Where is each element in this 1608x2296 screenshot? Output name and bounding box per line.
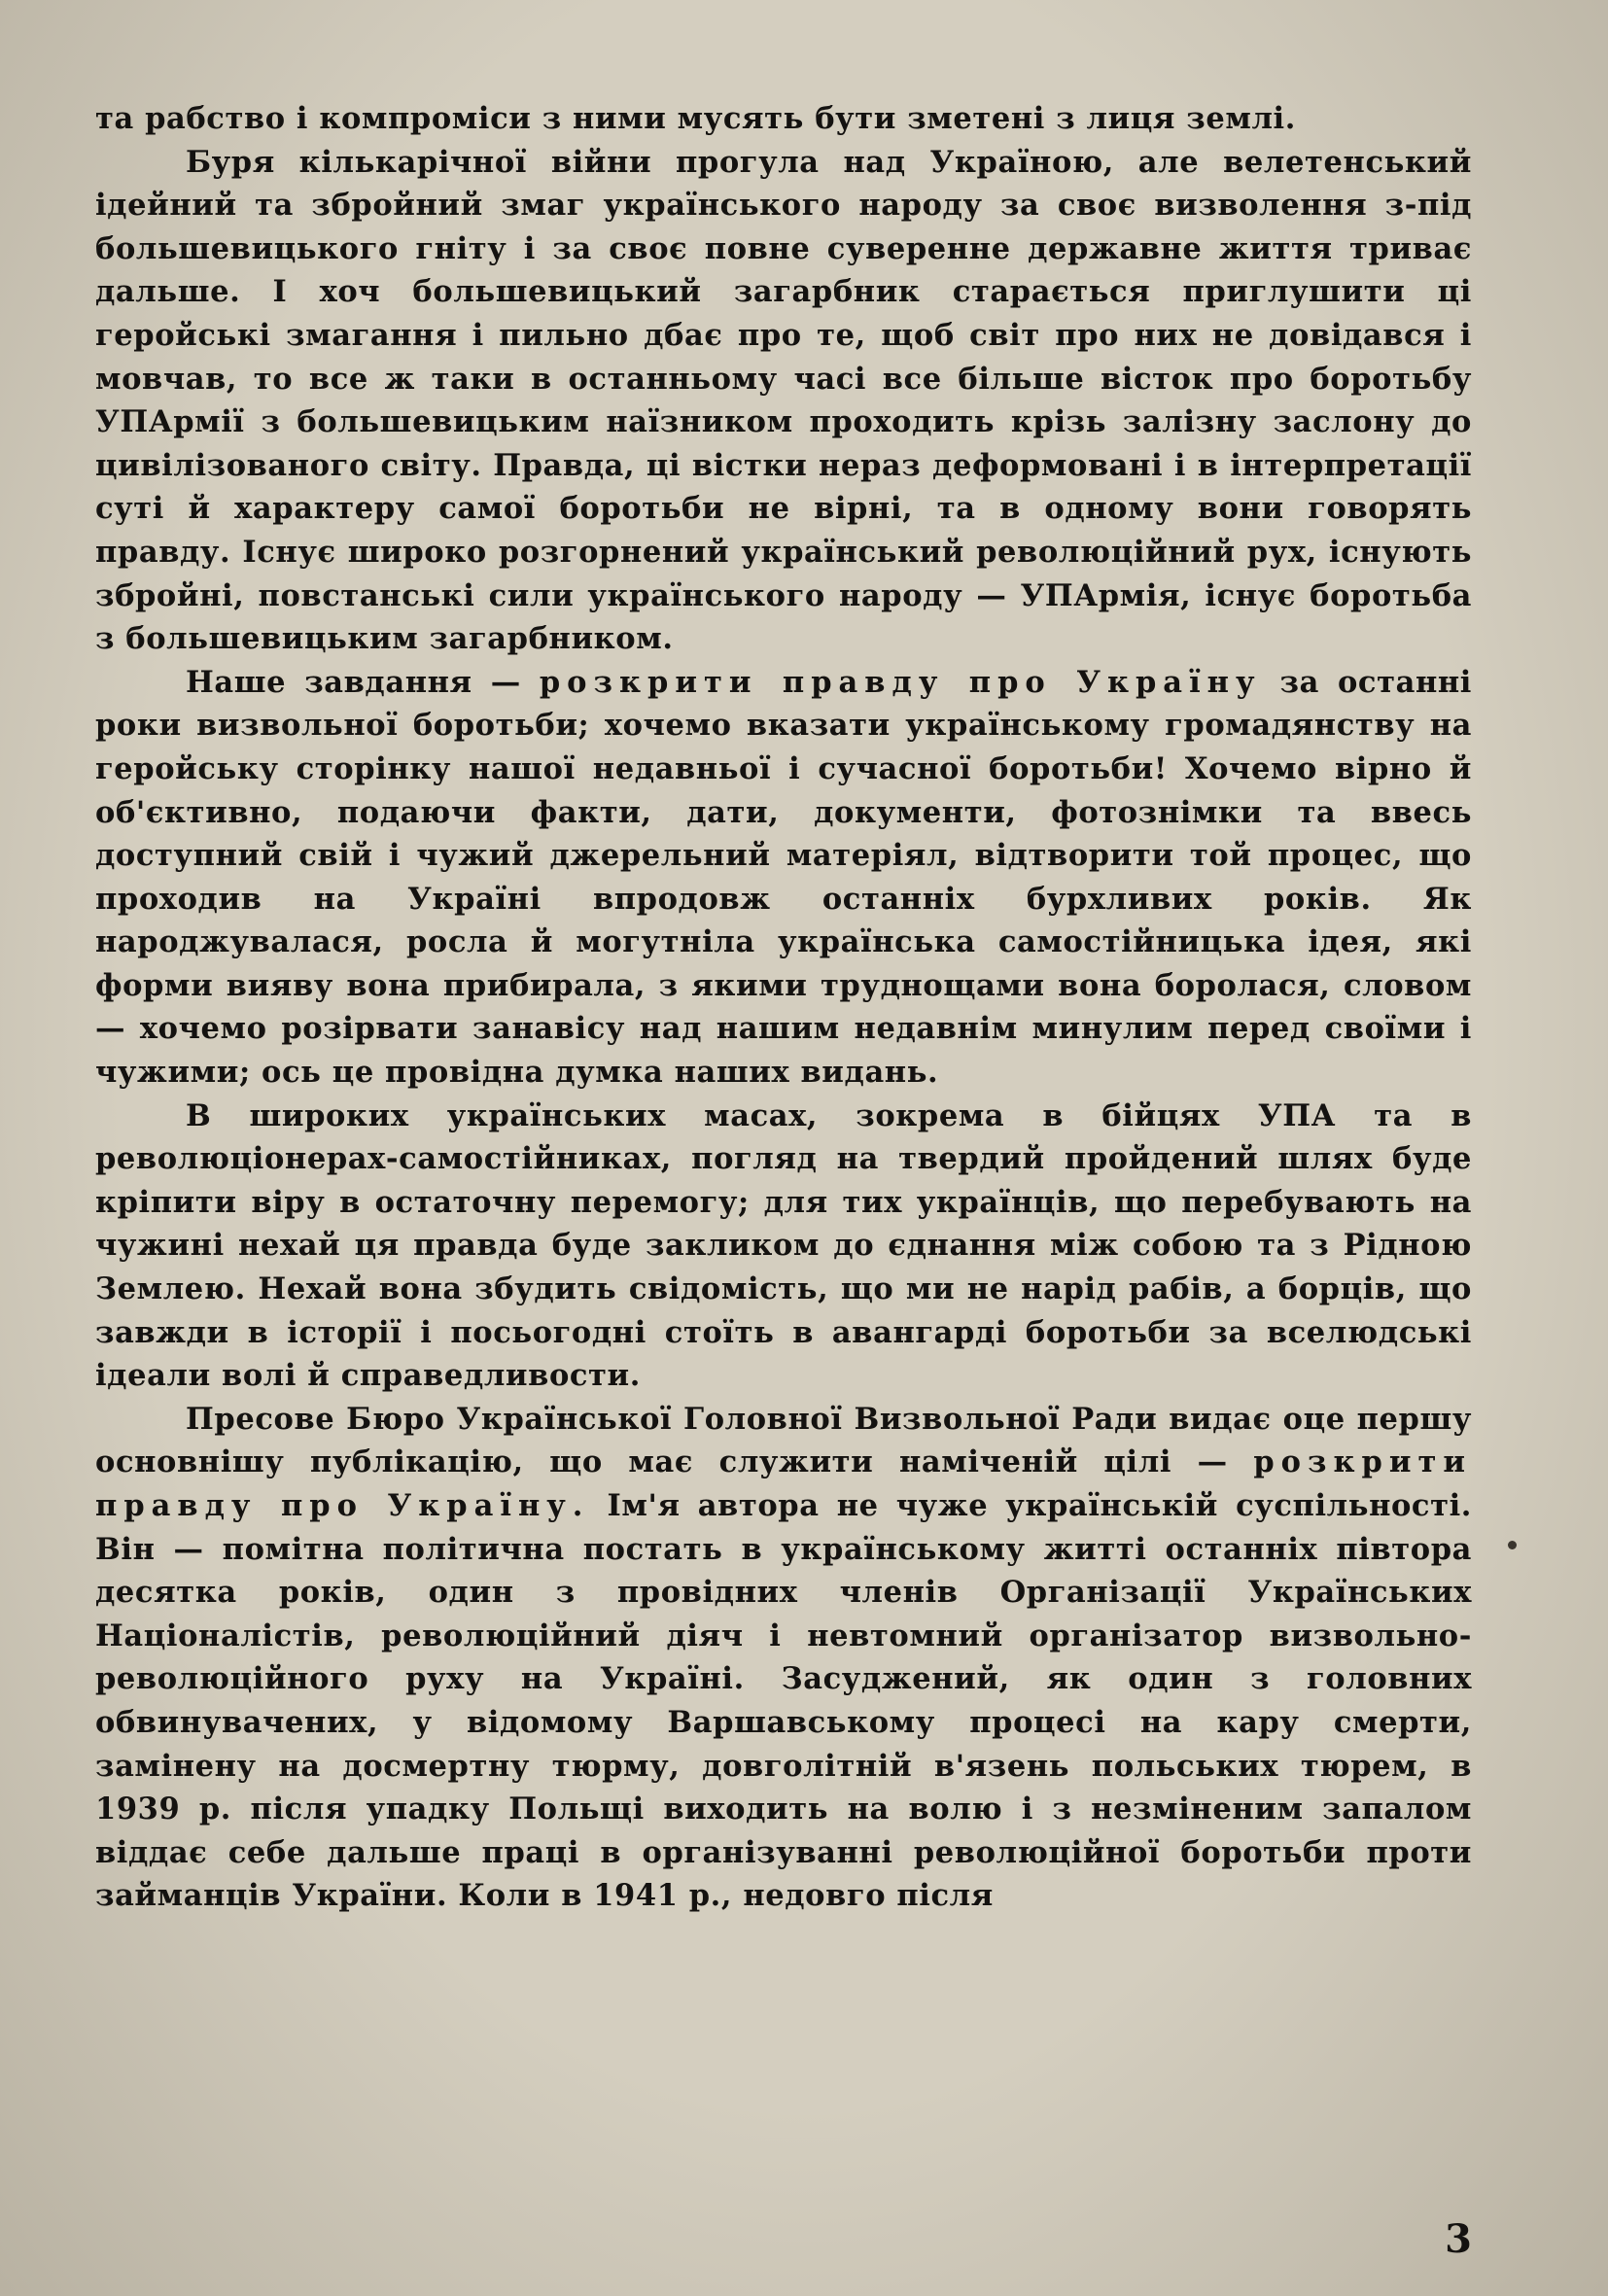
- paragraph-4-text: В широких українських масах, зокрема в бійцях УПА та в революціонерах-самостійниках, погляд на твердий пройдений шлях буде кріпити віру в остаточну перемогу; для тих українців, що перебувають на чужині нехай ця правда буде закликом до єднання між собою та з Рідною Землею. Нехай вона збудить свідомість, що ми не нарід рабів, а борців, що завжди в історії і посьогодні стоїть в авангарді боротьби за вселюдські ідеали волі й справедливости.: [95, 1097, 1472, 1394]
- paragraph-3-text-b: за останні роки визвольної боротьби; хочемо вказати українському громадянству на геройську сторінку нашої недавньої і сучасної боротьби! Хочемо вірно й об'єктивно, подаючи факти, дати, документи, фотознімки та ввесь доступний свій і чужий джерельний матеріял, відтворити той процес, що проходив на Україні впродовж останніх бурхливих років. Як народжувалася, росла й могутніла українська самостійницька ідея, які форми вияву вона прибирала, з якими труднощами вона боролася, словом — хочемо розірвати занавісу над нашим недавнім минулим перед своїми і чужими; ось це провідна думка наших видань.: [95, 664, 1472, 1091]
- paragraph-2-text: Буря кількарічної війни прогула над Україною, але велетенський ідейний та збройний змаг українського народу за своє визволення з-під большевицького гніту і за своє повне суверенне державне життя триває дальше. І хоч большевицький загарбник старається приглушити ці геройські змагання і пильно дбає про те, щоб світ про них не довідався і мовчав, то все ж таки в останньому часі все більше вісток про боротьбу УПАрмії з большевицьким наїзником проходить крізь залізну заслону до цивілізованого світу. Правда, ці вістки нераз деформовані і в інтерпретації суті й характеру самої боротьби не вірні, та в одному вони говорять правду. Існує широко розгорнений український революційний рух, існують збройні, повстанські сили українського народу — УПАрмія, існує боротьба з большевицьким загарбником.: [95, 144, 1472, 657]
- paragraph-5-text-a: Пресове Бюро Української Головної Визвольної Ради видає оце першу основнішу публікацію, що має служити наміченій цілі —: [95, 1401, 1472, 1480]
- margin-dot-mark: [1508, 1541, 1517, 1549]
- paragraph-3: [95, 661, 1472, 1095]
- paragraph-5-text-b: Ім'я автора не чуже українській суспільності. Він — помітна політична постать в українському житті останніх півтора десятка років, один з провідних членів Організації Українських Націоналістів, революційний діяч і невтомний організатор визвольно-революційного руху на Україні. Засуджений, як один з головних обвинувачених, у відомому Варшавському процесі на кару смерти, замінену на досмертну тюрму, довголітній в'язень польських тюрем, в 1939 р. після упадку Польщі виходить на волю і з незміненим запалом віддає себе дальше праці в організуванні революційної боротьби проти займанців України. Коли в 1941 р., недовго після: [95, 1488, 1473, 1914]
- paragraph-4: [95, 1095, 1472, 1398]
- paragraph-5: [95, 1398, 1472, 1918]
- paragraph-1: [95, 97, 1472, 141]
- paragraph-3-spaced-phrase: розкрити правду про Україну: [539, 664, 1262, 700]
- paragraph-3-text-a: Наше завдання —: [186, 664, 540, 700]
- paragraph-5-spaced-phrase: розкрити правду про Україну.: [95, 1444, 1472, 1523]
- paragraph-2: [95, 141, 1472, 661]
- paragraph-1-text: та рабство і компроміси з ними мусять бути зметені з лиця землі.: [95, 101, 1296, 136]
- page-number: 3: [1445, 2216, 1472, 2262]
- body-text: [95, 97, 1472, 1918]
